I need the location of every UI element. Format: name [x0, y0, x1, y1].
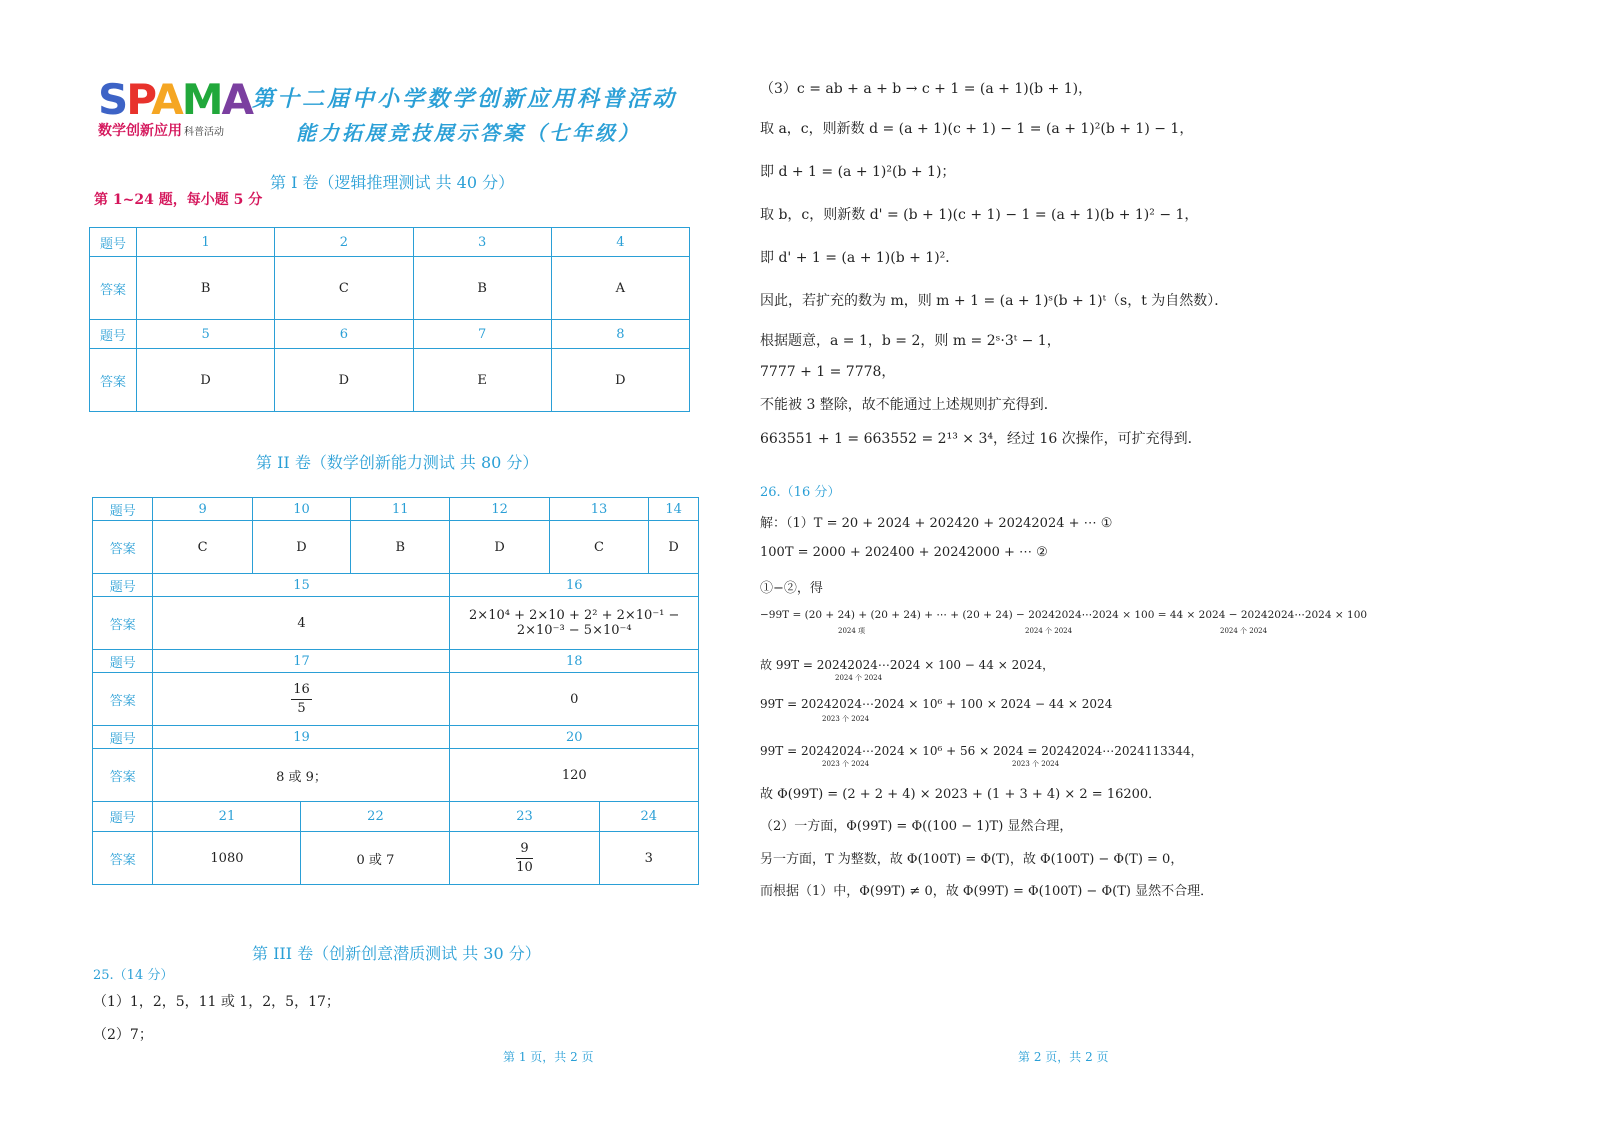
- solution-line: 7777 + 1 = 7778，: [760, 364, 896, 380]
- underbrace-label: 2023 个 2024: [1012, 760, 1060, 768]
- answer-cell: D: [450, 521, 549, 574]
- question-number: 12: [450, 498, 549, 521]
- question-number: 10: [252, 498, 350, 521]
- solution-line: 另一方面，T 为整数，故 Φ(100T) = Φ(T)，故 Φ(100T) − Φ(T) = 0，: [760, 852, 1184, 867]
- question-number: 6: [275, 320, 413, 349]
- question-number: 23: [450, 802, 599, 832]
- question-number: 8: [551, 320, 689, 349]
- question-number: 11: [351, 498, 450, 521]
- page-2: [760, 0, 1600, 1130]
- solution-line: 取 a，c，则新数 d = (a + 1)(c + 1) − 1 = (a + 1)²(b + 1) − 1，: [760, 121, 1194, 137]
- solution-line: 解：（1）T = 20 + 2024 + 202420 + 20242024 + ⋯ ①: [760, 516, 1113, 531]
- answer-cell: 0: [450, 673, 699, 726]
- answer-cell: 4: [153, 597, 450, 650]
- answer-cell: D: [275, 349, 413, 412]
- fraction: $\frac{9}{10}$: [516, 840, 533, 875]
- answer-cell: C: [275, 257, 413, 320]
- table-row: [93, 726, 699, 749]
- underbrace-label: 2024 个 2024: [1025, 627, 1073, 635]
- answer-cell: 120: [450, 749, 699, 802]
- document-title: 能力拓展竞技展示答案（七年级）: [296, 121, 641, 145]
- part1-note: 第 1~24 题，每小题 5 分: [94, 192, 263, 208]
- solution-line: 故 99T = 20242024⋯2024 × 100 − 44 × 2024，: [760, 658, 1055, 672]
- question-number: 1: [137, 228, 275, 257]
- spama-logo: [98, 75, 253, 144]
- question-number: 18: [450, 650, 699, 673]
- part1-heading: 第 I 卷（逻辑推理测试 共 40 分）: [270, 173, 515, 192]
- label-answer: 答案: [90, 257, 137, 320]
- answer-cell: D: [252, 521, 350, 574]
- question-number: 9: [153, 498, 252, 521]
- label-answer: 答案: [93, 749, 153, 802]
- logo-wordmark: SPAMA: [98, 75, 253, 124]
- answer-cell: 8 或 9；: [153, 749, 450, 802]
- underbrace-label: 2023 个 2024: [822, 760, 870, 768]
- event-title: 第十二届中小学数学创新应用科普活动: [252, 86, 678, 112]
- answer-cell: C: [549, 521, 648, 574]
- q25-title: 25.（14 分）: [93, 968, 174, 983]
- label-answer: 答案: [93, 597, 153, 650]
- question-number: 14: [649, 498, 699, 521]
- label-question: 题号: [93, 726, 153, 749]
- answer-cell: [153, 673, 450, 726]
- label-question: 题号: [90, 228, 137, 257]
- question-number: 4: [551, 228, 689, 257]
- solution-line: 即 d' + 1 = (a + 1)(b + 1)²．: [760, 250, 960, 266]
- answer-cell: [450, 832, 599, 885]
- solution-line: ①−②，得: [760, 581, 823, 596]
- label-answer: 答案: [93, 673, 153, 726]
- solution-line: 取 b，c，则新数 d' = (b + 1)(c + 1) − 1 = (a + 1)(b + 1)² − 1，: [760, 207, 1199, 223]
- part3-heading: 第 III 卷（创新创意潜质测试 共 30 分）: [252, 944, 541, 963]
- table-row: [90, 349, 690, 412]
- question-number: 15: [153, 574, 450, 597]
- part1-answer-table: [89, 227, 690, 412]
- solution-line: （3）c = ab + a + b → c + 1 = (a + 1)(b + 1)，: [760, 81, 1093, 97]
- solution-line: 99T = 20242024⋯2024 × 10⁶ + 56 × 2024 = 20242024⋯2024113344，: [760, 744, 1203, 758]
- solution-line: 因此，若扩充的数为 m，则 m + 1 = (a + 1)ˢ(b + 1)ᵗ（s，t 为自然数）．: [760, 293, 1229, 309]
- answer-cell: E: [413, 349, 551, 412]
- label-answer: 答案: [90, 349, 137, 412]
- question-number: 24: [599, 802, 699, 832]
- question-number: 2: [275, 228, 413, 257]
- solution-line: 100T = 2000 + 202400 + 20242000 + ⋯ ②: [760, 545, 1048, 560]
- question-number: 17: [153, 650, 450, 673]
- table-row: [90, 320, 690, 349]
- table-row: [93, 650, 699, 673]
- answer-cell: B: [137, 257, 275, 320]
- underbrace-label: 2024 个 2024: [835, 674, 883, 682]
- underbrace-label: 2024 个 2024: [1220, 627, 1268, 635]
- table-row: [93, 802, 699, 832]
- answer-cell: 1080: [153, 832, 301, 885]
- table-row: [90, 228, 690, 257]
- part2-heading: 第 II 卷（数学创新能力测试 共 80 分）: [256, 453, 539, 472]
- solution-line: 不能被 3 整除，故不能通过上述规则扩充得到．: [760, 397, 1058, 413]
- question-number: 16: [450, 574, 699, 597]
- page-footer: 第 2 页，共 2 页: [1018, 1050, 1109, 1064]
- label-answer: 答案: [93, 832, 153, 885]
- solution-line: 根据题意，a = 1，b = 2，则 m = 2ˢ·3ᵗ − 1，: [760, 333, 1061, 349]
- question-number: 7: [413, 320, 551, 349]
- table-row: [93, 673, 699, 726]
- label-question: 题号: [93, 650, 153, 673]
- q25-line: （1）1，2，5，11 或 1，2，5，17；: [93, 994, 340, 1010]
- underbrace-label: 2024 项: [838, 627, 866, 635]
- table-row: [93, 749, 699, 802]
- question-number: 20: [450, 726, 699, 749]
- label-answer: 答案: [93, 521, 153, 574]
- label-question: 题号: [90, 320, 137, 349]
- answer-cell: D: [551, 349, 689, 412]
- solution-line: −99T = (20 + 24) + (20 + 24) + ⋯ + (20 + 24) − 20242024⋯2024 × 100 = 44 × 2024 − 20242024⋯2024 × 100: [760, 609, 1368, 621]
- answer-cell: B: [351, 521, 450, 574]
- solution-line: 故 Φ(99T) = (2 + 2 + 4) × 2023 + (1 + 3 + 4) × 2 = 16200．: [760, 787, 1162, 802]
- solution-line: 即 d + 1 = (a + 1)²(b + 1)；: [760, 164, 956, 180]
- label-question: 题号: [93, 498, 153, 521]
- answer-cell: A: [551, 257, 689, 320]
- solution-line: 663551 + 1 = 663552 = 2¹³ × 3⁴，经过 16 次操作，可扩充得到．: [760, 431, 1202, 447]
- table-row: [93, 832, 699, 885]
- q26-title: 26.（16 分）: [760, 485, 841, 500]
- answer-cell: C: [153, 521, 252, 574]
- fraction: $\frac{16}{5}$: [293, 681, 310, 716]
- table-row: [90, 257, 690, 320]
- part2-answer-table: [92, 497, 699, 885]
- label-question: 题号: [93, 802, 153, 832]
- answer-cell: 0 或 7: [301, 832, 450, 885]
- label-question: 题号: [93, 574, 153, 597]
- question-number: 3: [413, 228, 551, 257]
- table-row: [93, 597, 699, 650]
- solution-line: 99T = 20242024⋯2024 × 10⁶ + 100 × 2024 − 44 × 2024: [760, 697, 1113, 711]
- answer-cell: B: [413, 257, 551, 320]
- table-row: [93, 521, 699, 574]
- q25-line: （2）7；: [93, 1027, 153, 1043]
- solution-line: （2）一方面，Φ(99T) = Φ((100 − 1)T) 显然合理，: [760, 819, 1073, 834]
- answer-cell: 3: [599, 832, 699, 885]
- answer-cell: 2×10⁴ + 2×10 + 2² + 2×10⁻¹ − 2×10⁻³ − 5×10⁻⁴: [450, 597, 699, 650]
- question-number: 19: [153, 726, 450, 749]
- logo-subtitle: 数学创新应用 科普活动: [98, 123, 224, 139]
- page-footer: 第 1 页，共 2 页: [503, 1050, 594, 1064]
- answer-cell: D: [137, 349, 275, 412]
- question-number: 5: [137, 320, 275, 349]
- question-number: 21: [153, 802, 301, 832]
- table-row: [93, 574, 699, 597]
- underbrace-label: 2023 个 2024: [822, 715, 870, 723]
- answer-cell: D: [649, 521, 699, 574]
- question-number: 13: [549, 498, 648, 521]
- solution-line: 而根据（1）中，Φ(99T) ≠ 0，故 Φ(99T) = Φ(100T) − Φ(T) 显然不合理．: [760, 884, 1214, 899]
- table-row: [93, 498, 699, 521]
- question-number: 22: [301, 802, 450, 832]
